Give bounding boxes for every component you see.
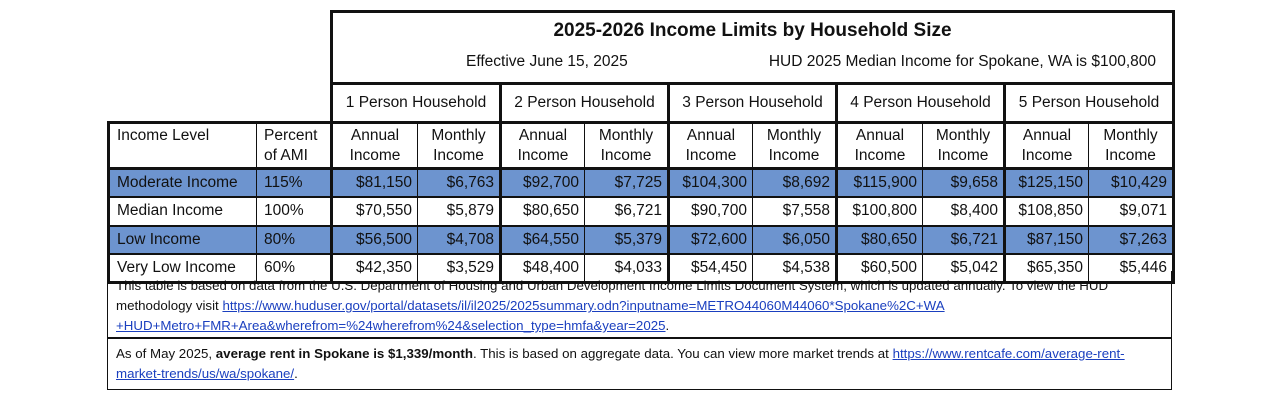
annual-income-cell: $100,800 [837, 197, 923, 226]
income-level-cell: Median Income [109, 197, 257, 226]
household-header: 3 Person Household [669, 84, 837, 123]
annual-income-cell: $48,400 [501, 254, 585, 283]
monthly-income-cell: $4,538 [753, 254, 837, 283]
hud-note-text: This table is based on data from the U.S. Department of Housing and Urban Development Income Limits Document System, which is updated annually. To view the HUD methodology visit [116, 278, 1109, 313]
annual-income-header: Annual Income [669, 123, 753, 169]
monthly-income-header: Monthly Income [1089, 123, 1174, 169]
annual-income-header: Annual Income [332, 123, 418, 169]
table-title: 2025-2026 Income Limits by Household Size [332, 12, 1174, 44]
rent-note-prefix: As of May 2025, [116, 346, 216, 361]
household-header: 4 Person Household [837, 84, 1005, 123]
monthly-income-header: Monthly Income [923, 123, 1005, 169]
annual-income-cell: $104,300 [669, 169, 753, 198]
rent-note-middle: . This is based on aggregate data. You can view more market trends at [472, 346, 893, 361]
monthly-income-cell: $6,050 [753, 226, 837, 255]
annual-income-header: Annual Income [837, 123, 923, 169]
monthly-income-cell: $6,763 [418, 169, 501, 198]
annual-income-cell: $60,500 [837, 254, 923, 283]
monthly-income-cell: $6,721 [923, 226, 1005, 255]
percent-ami-cell: 80% [257, 226, 332, 255]
annual-income-cell: $70,550 [332, 197, 418, 226]
hud-source-note [107, 271, 1172, 338]
income-level-header: Income Level [109, 123, 257, 169]
monthly-income-cell: $8,692 [753, 169, 837, 198]
income-level-cell: Very Low Income [109, 254, 257, 283]
annual-income-cell: $81,150 [332, 169, 418, 198]
annual-income-cell: $87,150 [1005, 226, 1089, 255]
monthly-income-cell: $5,446 [1089, 254, 1174, 283]
percent-ami-cell: 115% [257, 169, 332, 198]
monthly-income-cell: $5,379 [585, 226, 669, 255]
average-rent-statement: average rent in Spokane is $1,339/month [215, 346, 473, 361]
monthly-income-header: Monthly Income [418, 123, 501, 169]
monthly-income-cell: $3,529 [418, 254, 501, 283]
column-header-row [109, 123, 1174, 169]
annual-income-cell: $56,500 [332, 226, 418, 255]
annual-income-cell: $65,350 [1005, 254, 1089, 283]
monthly-income-header: Monthly Income [753, 123, 837, 169]
rent-note [107, 338, 1172, 390]
household-header-row [109, 84, 1174, 123]
income-limits-table [107, 10, 1175, 284]
monthly-income-cell: $6,721 [585, 197, 669, 226]
monthly-income-cell: $9,658 [923, 169, 1005, 198]
household-header: 5 Person Household [1005, 84, 1174, 123]
rentcafe-link[interactable]: https://www.rentcafe.com/average-rent-market-trends/us/wa/spokane/ [116, 346, 1125, 381]
annual-income-cell: $80,650 [501, 197, 585, 226]
monthly-income-cell: $7,725 [585, 169, 669, 198]
monthly-income-cell: $9,071 [1089, 197, 1174, 226]
percent-ami-cell: 100% [257, 197, 332, 226]
annual-income-cell: $80,650 [837, 226, 923, 255]
percent-ami-header: Percent of AMI [257, 123, 332, 169]
table-row [109, 197, 1174, 226]
hud-note-end: . [665, 318, 670, 333]
annual-income-cell: $72,600 [669, 226, 753, 255]
annual-income-cell: $115,900 [837, 169, 923, 198]
monthly-income-cell: $10,429 [1089, 169, 1174, 198]
annual-income-cell: $92,700 [501, 169, 585, 198]
household-header: 1 Person Household [332, 84, 501, 123]
income-level-cell: Moderate Income [109, 169, 257, 198]
rent-note-end: . [294, 366, 298, 381]
annual-income-cell: $90,700 [669, 197, 753, 226]
monthly-income-header: Monthly Income [585, 123, 669, 169]
effective-date: Effective June 15, 2025 [466, 52, 628, 70]
table-row [109, 226, 1174, 255]
annual-income-cell: $125,150 [1005, 169, 1089, 198]
monthly-income-cell: $5,879 [418, 197, 501, 226]
annual-income-cell: $64,550 [501, 226, 585, 255]
monthly-income-cell: $4,033 [585, 254, 669, 283]
annual-income-cell: $54,450 [669, 254, 753, 283]
hud-median-income: HUD 2025 Median Income for Spokane, WA is $100,800 [768, 52, 1156, 70]
monthly-income-cell: $7,558 [753, 197, 837, 226]
household-header: 2 Person Household [501, 84, 669, 123]
table-row [109, 169, 1174, 198]
monthly-income-cell: $8,400 [923, 197, 1005, 226]
hud-methodology-link[interactable]: https://www.huduser.gov/portal/datasets/il/il2025/2025summary.odn?inputname=METRO44060M44060*Spokane%2C+WA +HUD+Metro+FMR+Area&wherefrom=%24wherefrom%24&selection_type=hmfa&year=2025 [116, 298, 945, 333]
annual-income-cell: $42,350 [332, 254, 418, 283]
annual-income-header: Annual Income [501, 123, 585, 169]
title-row [109, 12, 1174, 44]
income-level-cell: Low Income [109, 226, 257, 255]
monthly-income-cell: $5,042 [923, 254, 1005, 283]
monthly-income-cell: $7,263 [1089, 226, 1174, 255]
monthly-income-cell: $4,708 [418, 226, 501, 255]
annual-income-header: Annual Income [1005, 123, 1089, 169]
subtitle-row [109, 44, 1174, 84]
percent-ami-cell: 60% [257, 254, 332, 283]
annual-income-cell: $108,850 [1005, 197, 1089, 226]
